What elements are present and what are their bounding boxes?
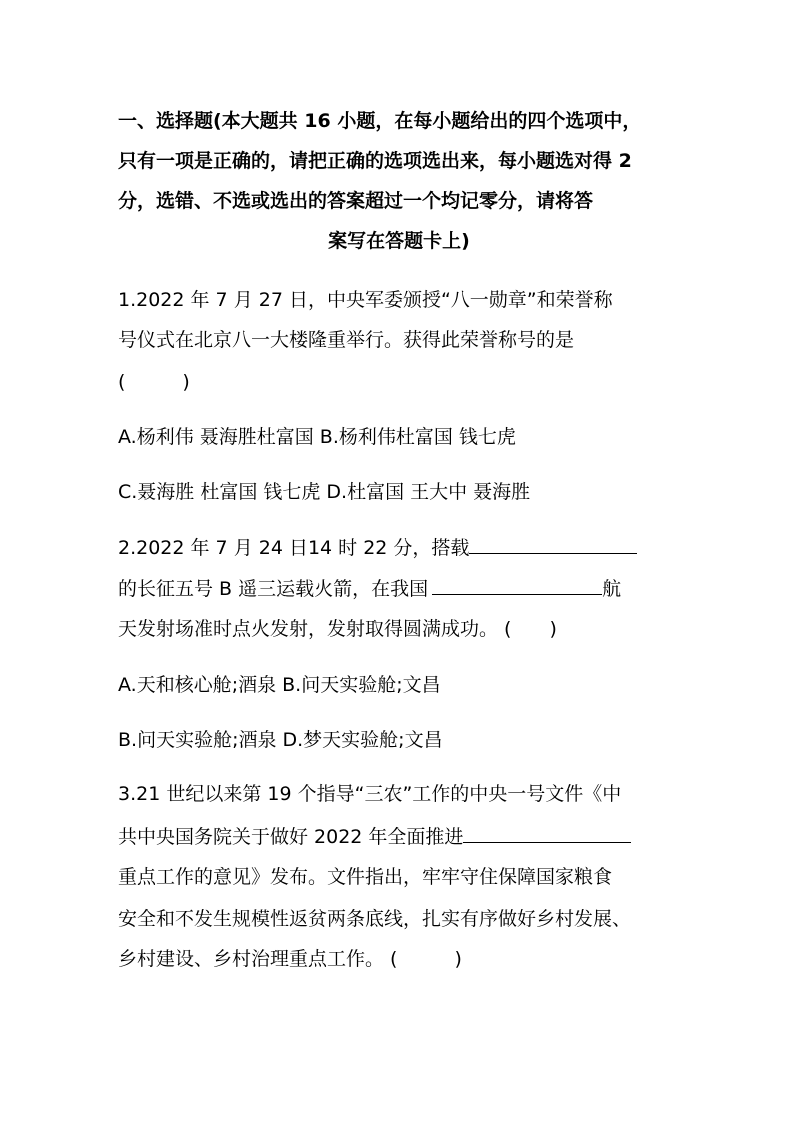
q1-stem-line-2: 号仪式在北京八一大楼隆重举行。获得此荣誉称号的是 (118, 329, 575, 351)
q3-line2-text: 共中央国务院关于做好 2022 年全面推进 (118, 826, 464, 848)
q2-option-cd: B.问天实验舱;酒泉 D.梦天实验舱;文昌 (118, 729, 443, 751)
q2-line2-suffix: 航 (602, 578, 622, 600)
q3-stem-line-5: 乡村建设、乡村治理重点工作。 ( ) (118, 948, 462, 970)
q2-stem-line-1 (118, 533, 637, 561)
q2-blank-2 (432, 574, 602, 595)
q3-stem-line-3: 重点工作的意见》发布。文件指出，牢牢守住保障国家粮食 (118, 866, 613, 888)
q2-blank-1 (469, 533, 637, 554)
q2-line1-text: 2.2022 年 7 月 24 日14 时 22 分，搭载 (118, 537, 470, 559)
q2-stem-line-3: 天发射场准时点火发射，发射取得圆满成功。 ( ) (118, 618, 557, 640)
q2-stem-line-2 (118, 574, 621, 602)
heading-line-3: 分，选错、不选或选出的答案超过一个均记零分，请将答 (118, 190, 594, 212)
q3-blank-1 (463, 822, 631, 843)
q1-option-cd: C.聂海胜 杜富国 钱七虎 D.杜富国 王大中 聂海胜 (118, 481, 531, 503)
q2-option-ab: A.天和核心舱;酒泉 B.问天实验舱;文昌 (118, 674, 441, 696)
heading-line-4: 案写在答题卡上) (328, 230, 470, 252)
heading-line-1: 一、选择题(本大题共 16 小题，在每小题给出的四个选项中， (118, 110, 642, 132)
q1-stem-line-1: 1.2022 年 7 月 27 日，中央军委颁授“八一勋章”和荣誉称 (118, 289, 613, 311)
q1-option-ab: A.杨利伟 聂海胜杜富国 B.杨利伟杜富国 钱七虎 (118, 426, 516, 448)
q1-answer-paren: ( ) (118, 371, 190, 393)
heading-line-2: 只有一项是正确的，请把正确的选项选出来，每小题选对得 2 (118, 150, 632, 172)
q3-stem-line-1: 3.21 世纪以来第 19 个指导“三农”工作的中央一号文件《中 (118, 783, 622, 805)
q2-line2-text: 的长征五号 B 遥三运载火箭，在我国 (118, 578, 429, 600)
section-heading (118, 101, 680, 261)
q3-stem-line-4: 安全和不发生规模性返贫两条底线，扎实有序做好乡村发展、 (118, 908, 632, 930)
q3-stem-line-2 (118, 822, 631, 850)
